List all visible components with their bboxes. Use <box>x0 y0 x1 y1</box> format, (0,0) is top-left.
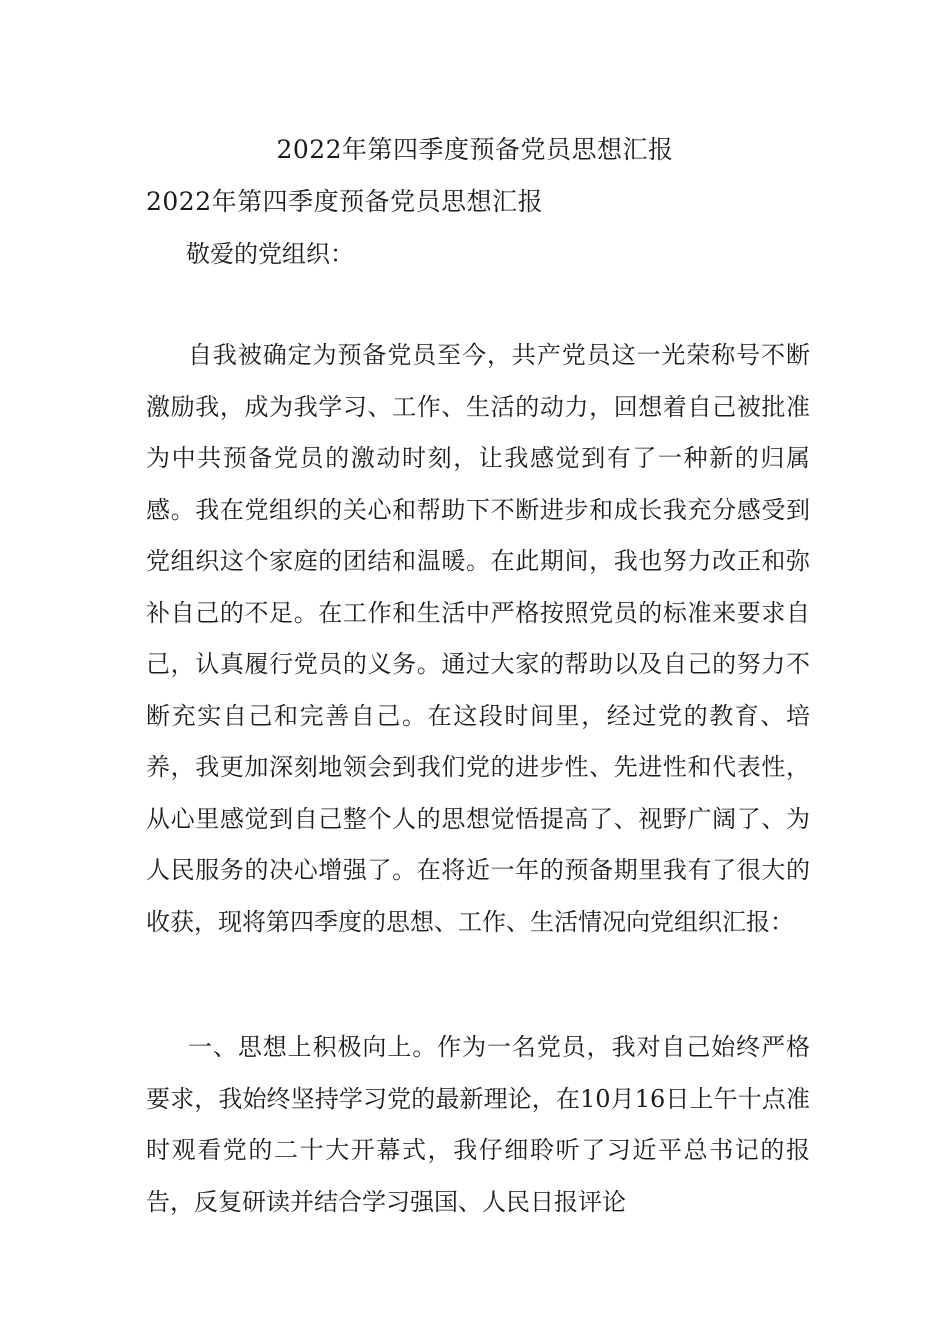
salutation: 敬爱的党组织： <box>186 240 354 268</box>
document-title: 2022年第四季度预备党员思想汇报 <box>276 135 674 164</box>
document-subtitle: 2022年第四季度预备党员思想汇报 <box>146 187 544 216</box>
paragraph-section-one: 一、思想上积极向上。作为一名党员，我对自己始终严格要求，我始终坚持学习党的最新理论，在10月16日上午十点准时观看党的二十大开幕式，我仔细聆听了习近平总书记的报告，反复研读并结合学习强国、人民日报评论 <box>146 1033 810 1216</box>
paragraph-intro: 自我被确定为预备党员至今，共产党员这一光荣称号不断激励我，成为我学习、工作、生活的动力，回想着自己被批准为中共预备党员的激动时刻，让我感觉到有了一种新的归属感。我在党组织的关心和帮助下不断进步和成长我充分感受到党组织这个家庭的团结和温暖。在此期间，我也努力改正和弥补自己的不足。在工作和生活中严格按照党员的标准来要求自己，认真履行党员的义务。通过大家的帮助以及自己的努力不断充实自己和完善自己。在这段时间里，经过党的教育、培养，我更加深刻地领会到我们党的进步性、先进性和代表性，从心里感觉到自己整个人的思想觉悟提高了、视野广阔了、为人民服务的决心增强了。在将近一年的预备期里我有了很大的收获，现将第四季度的思想、工作、生活情况向党组织汇报： <box>146 341 810 936</box>
